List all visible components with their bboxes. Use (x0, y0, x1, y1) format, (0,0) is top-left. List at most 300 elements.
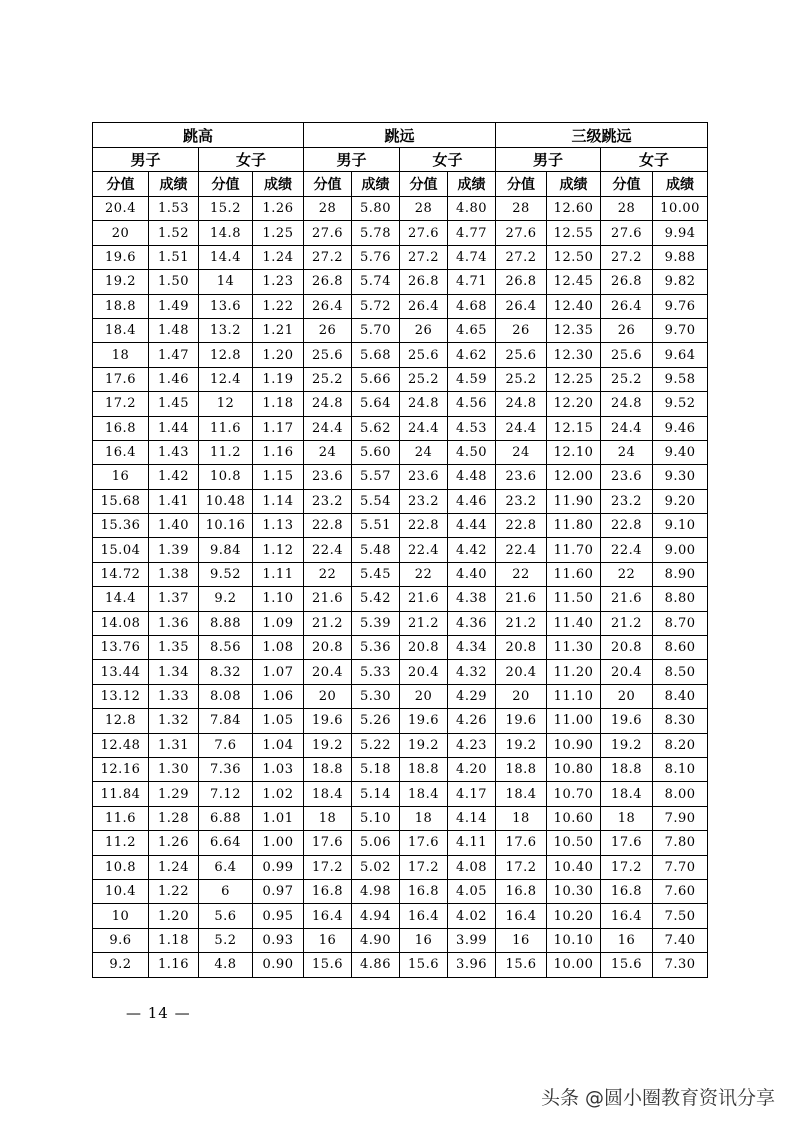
result-cell: 8.90 (653, 562, 708, 586)
score-cell: 12.8 (93, 709, 149, 733)
table-row (93, 538, 708, 562)
result-cell: 4.44 (448, 514, 496, 538)
score-cell: 24.8 (496, 392, 547, 416)
result-cell: 5.45 (352, 562, 400, 586)
result-cell: 1.03 (253, 757, 304, 781)
score-cell: 19.2 (601, 733, 653, 757)
result-cell: 4.90 (352, 928, 400, 952)
score-cell: 24 (496, 440, 547, 464)
score-cell: 17.2 (304, 855, 352, 879)
result-cell: 1.12 (253, 538, 304, 562)
score-cell: 27.2 (496, 245, 547, 269)
result-cell: 4.42 (448, 538, 496, 562)
score-cell: 17.6 (601, 831, 653, 855)
result-cell: 4.26 (448, 709, 496, 733)
result-cell: 8.40 (653, 684, 708, 708)
result-cell: 5.54 (352, 489, 400, 513)
score-cell: 11.6 (199, 416, 253, 440)
result-cell: 1.20 (253, 343, 304, 367)
table-row (93, 562, 708, 586)
score-cell: 18.4 (601, 782, 653, 806)
result-cell: 5.57 (352, 465, 400, 489)
result-cell: 1.37 (149, 587, 199, 611)
score-cell: 20.4 (601, 660, 653, 684)
result-cell: 1.34 (149, 660, 199, 684)
score-cell: 14.4 (93, 587, 149, 611)
score-cell: 19.2 (93, 270, 149, 294)
result-cell: 7.90 (653, 806, 708, 830)
result-cell: 1.47 (149, 343, 199, 367)
score-cell: 17.2 (400, 855, 448, 879)
result-cell: 1.45 (149, 392, 199, 416)
result-cell: 1.09 (253, 611, 304, 635)
score-cell: 26.4 (304, 294, 352, 318)
result-cell: 1.26 (149, 831, 199, 855)
score-cell: 22.8 (304, 514, 352, 538)
result-cell: 4.34 (448, 636, 496, 660)
score-cell: 20 (304, 684, 352, 708)
score-cell: 6.4 (199, 855, 253, 879)
score-cell: 16.4 (400, 904, 448, 928)
score-cell: 11.2 (199, 440, 253, 464)
score-cell: 26.8 (400, 270, 448, 294)
result-cell: 5.06 (352, 831, 400, 855)
score-cell: 24.4 (304, 416, 352, 440)
score-cell: 15.68 (93, 489, 149, 513)
table-row (93, 294, 708, 318)
result-cell: 1.02 (253, 782, 304, 806)
result-cell: 4.20 (448, 757, 496, 781)
score-cell: 10.4 (93, 879, 149, 903)
score-cell: 16 (93, 465, 149, 489)
result-cell: 1.22 (253, 294, 304, 318)
result-cell: 1.16 (149, 953, 199, 977)
gender-header-female: 女子 (400, 148, 496, 172)
score-cell: 17.2 (496, 855, 547, 879)
result-cell: 4.46 (448, 489, 496, 513)
result-cell: 7.40 (653, 928, 708, 952)
score-cell: 23.2 (601, 489, 653, 513)
score-cell: 14.8 (199, 221, 253, 245)
result-cell: 1.36 (149, 611, 199, 635)
result-cell: 9.82 (653, 270, 708, 294)
score-cell: 24 (601, 440, 653, 464)
event-header-high-jump: 跳高 (93, 123, 304, 148)
result-cell: 5.78 (352, 221, 400, 245)
score-cell: 15.04 (93, 538, 149, 562)
score-cell: 20 (496, 684, 547, 708)
column-header-score: 分值 (93, 172, 149, 197)
score-cell: 9.52 (199, 562, 253, 586)
result-cell: 4.02 (448, 904, 496, 928)
result-cell: 9.58 (653, 367, 708, 391)
score-cell: 23.6 (601, 465, 653, 489)
result-cell: 1.15 (253, 465, 304, 489)
result-cell: 11.90 (547, 489, 601, 513)
result-cell: 1.29 (149, 782, 199, 806)
result-cell: 5.68 (352, 343, 400, 367)
table-row (93, 440, 708, 464)
watermark: 头条 @圆小圈教育资讯分享 (540, 1087, 775, 1109)
column-header-result: 成绩 (547, 172, 601, 197)
result-cell: 1.18 (149, 928, 199, 952)
column-header-row (93, 172, 708, 197)
result-cell: 7.80 (653, 831, 708, 855)
result-cell: 1.33 (149, 684, 199, 708)
result-cell: 4.94 (352, 904, 400, 928)
table-row (93, 318, 708, 342)
score-cell: 20.8 (496, 636, 547, 660)
score-cell: 22.8 (400, 514, 448, 538)
result-cell: 1.28 (149, 806, 199, 830)
score-cell: 27.6 (601, 221, 653, 245)
gender-header-female: 女子 (199, 148, 304, 172)
score-cell: 12.8 (199, 343, 253, 367)
score-cell: 14.72 (93, 562, 149, 586)
result-cell: 4.50 (448, 440, 496, 464)
result-cell: 4.14 (448, 806, 496, 830)
score-cell: 8.08 (199, 684, 253, 708)
result-cell: 1.26 (253, 197, 304, 221)
table-row (93, 757, 708, 781)
result-cell: 4.48 (448, 465, 496, 489)
result-cell: 5.22 (352, 733, 400, 757)
score-cell: 14.4 (199, 245, 253, 269)
table-row (93, 904, 708, 928)
result-cell: 12.55 (547, 221, 601, 245)
result-cell: 1.32 (149, 709, 199, 733)
score-cell: 28 (496, 197, 547, 221)
result-cell: 10.70 (547, 782, 601, 806)
score-cell: 28 (601, 197, 653, 221)
score-cell: 16 (400, 928, 448, 952)
result-cell: 0.99 (253, 855, 304, 879)
table-row (93, 928, 708, 952)
score-cell: 8.88 (199, 611, 253, 635)
column-header-score: 分值 (199, 172, 253, 197)
result-cell: 11.20 (547, 660, 601, 684)
result-cell: 4.40 (448, 562, 496, 586)
table-row (93, 611, 708, 635)
score-cell: 16.8 (400, 879, 448, 903)
result-cell: 4.62 (448, 343, 496, 367)
result-cell: 4.80 (448, 197, 496, 221)
score-cell: 19.2 (304, 733, 352, 757)
result-cell: 1.07 (253, 660, 304, 684)
result-cell: 9.10 (653, 514, 708, 538)
score-cell: 9.2 (93, 953, 149, 977)
table-row (93, 855, 708, 879)
score-cell: 19.6 (400, 709, 448, 733)
result-cell: 1.17 (253, 416, 304, 440)
result-cell: 12.60 (547, 197, 601, 221)
score-cell: 6 (199, 879, 253, 903)
result-cell: 12.35 (547, 318, 601, 342)
score-cell: 9.2 (199, 587, 253, 611)
result-cell: 12.20 (547, 392, 601, 416)
score-cell: 26.8 (601, 270, 653, 294)
score-cell: 26 (496, 318, 547, 342)
score-cell: 25.6 (304, 343, 352, 367)
score-cell: 8.32 (199, 660, 253, 684)
score-cell: 20.8 (400, 636, 448, 660)
result-cell: 1.24 (253, 245, 304, 269)
score-cell: 27.2 (304, 245, 352, 269)
result-cell: 1.24 (149, 855, 199, 879)
result-cell: 1.35 (149, 636, 199, 660)
score-cell: 15.6 (601, 953, 653, 977)
score-cell: 25.2 (304, 367, 352, 391)
score-cell: 24 (304, 440, 352, 464)
table-row (93, 733, 708, 757)
score-cell: 16.8 (601, 879, 653, 903)
result-cell: 12.30 (547, 343, 601, 367)
result-cell: 4.74 (448, 245, 496, 269)
score-cell: 14.08 (93, 611, 149, 635)
score-cell: 16.8 (304, 879, 352, 903)
result-cell: 8.70 (653, 611, 708, 635)
score-cell: 25.2 (400, 367, 448, 391)
result-cell: 4.08 (448, 855, 496, 879)
result-cell: 4.56 (448, 392, 496, 416)
result-cell: 9.94 (653, 221, 708, 245)
event-header-long-jump: 跳远 (304, 123, 496, 148)
result-cell: 8.00 (653, 782, 708, 806)
score-cell: 15.36 (93, 514, 149, 538)
result-cell: 1.40 (149, 514, 199, 538)
score-cell: 18.8 (93, 294, 149, 318)
result-cell: 9.64 (653, 343, 708, 367)
result-cell: 4.77 (448, 221, 496, 245)
score-cell: 10.8 (93, 855, 149, 879)
result-cell: 1.50 (149, 270, 199, 294)
result-cell: 5.74 (352, 270, 400, 294)
table-row (93, 245, 708, 269)
table-row (93, 221, 708, 245)
result-cell: 1.49 (149, 294, 199, 318)
result-cell: 4.23 (448, 733, 496, 757)
result-cell: 1.08 (253, 636, 304, 660)
score-cell: 21.2 (400, 611, 448, 635)
result-cell: 5.66 (352, 367, 400, 391)
result-cell: 12.00 (547, 465, 601, 489)
score-table (92, 122, 708, 978)
score-cell: 22.4 (304, 538, 352, 562)
result-cell: 5.42 (352, 587, 400, 611)
result-cell: 4.29 (448, 684, 496, 708)
result-cell: 8.30 (653, 709, 708, 733)
result-cell: 1.11 (253, 562, 304, 586)
score-cell: 18 (93, 343, 149, 367)
column-header-score: 分值 (601, 172, 653, 197)
score-cell: 13.2 (199, 318, 253, 342)
result-cell: 1.41 (149, 489, 199, 513)
gender-header-row (93, 148, 708, 172)
score-cell: 27.6 (496, 221, 547, 245)
result-cell: 10.90 (547, 733, 601, 757)
result-cell: 5.02 (352, 855, 400, 879)
result-cell: 12.45 (547, 270, 601, 294)
result-cell: 1.13 (253, 514, 304, 538)
result-cell: 1.22 (149, 879, 199, 903)
result-cell: 4.59 (448, 367, 496, 391)
table-row (93, 709, 708, 733)
score-cell: 23.2 (496, 489, 547, 513)
result-cell: 5.14 (352, 782, 400, 806)
result-cell: 5.76 (352, 245, 400, 269)
result-cell: 1.31 (149, 733, 199, 757)
score-cell: 23.2 (304, 489, 352, 513)
result-cell: 11.70 (547, 538, 601, 562)
table-row (93, 392, 708, 416)
score-cell: 18.4 (304, 782, 352, 806)
result-cell: 5.33 (352, 660, 400, 684)
score-cell: 20.8 (601, 636, 653, 660)
score-cell: 5.6 (199, 904, 253, 928)
result-cell: 1.05 (253, 709, 304, 733)
result-cell: 12.15 (547, 416, 601, 440)
result-cell: 7.70 (653, 855, 708, 879)
table-row (93, 806, 708, 830)
column-header-result: 成绩 (253, 172, 304, 197)
score-cell: 21.6 (400, 587, 448, 611)
score-cell: 16.4 (93, 440, 149, 464)
result-cell: 3.96 (448, 953, 496, 977)
result-cell: 4.68 (448, 294, 496, 318)
score-cell: 19.6 (496, 709, 547, 733)
table-row (93, 879, 708, 903)
score-cell: 11.2 (93, 831, 149, 855)
table-row (93, 197, 708, 221)
score-cell: 22 (496, 562, 547, 586)
table-row (93, 465, 708, 489)
score-cell: 28 (400, 197, 448, 221)
result-cell: 8.20 (653, 733, 708, 757)
score-cell: 20.4 (304, 660, 352, 684)
table-row (93, 343, 708, 367)
result-cell: 4.86 (352, 953, 400, 977)
result-cell: 10.60 (547, 806, 601, 830)
score-cell: 27.2 (601, 245, 653, 269)
score-cell: 12.48 (93, 733, 149, 757)
score-cell: 4.8 (199, 953, 253, 977)
score-cell: 17.6 (496, 831, 547, 855)
score-cell: 20 (93, 221, 149, 245)
score-cell: 21.2 (601, 611, 653, 635)
score-cell: 22.4 (601, 538, 653, 562)
result-cell: 5.70 (352, 318, 400, 342)
score-cell: 5.2 (199, 928, 253, 952)
score-cell: 27.2 (400, 245, 448, 269)
score-cell: 19.6 (93, 245, 149, 269)
result-cell: 5.39 (352, 611, 400, 635)
score-cell: 11.6 (93, 806, 149, 830)
score-cell: 21.2 (304, 611, 352, 635)
score-cell: 18 (496, 806, 547, 830)
score-cell: 18.8 (400, 757, 448, 781)
score-cell: 22.8 (601, 514, 653, 538)
result-cell: 1.23 (253, 270, 304, 294)
score-cell: 25.6 (601, 343, 653, 367)
result-cell: 4.71 (448, 270, 496, 294)
result-cell: 10.40 (547, 855, 601, 879)
result-cell: 5.62 (352, 416, 400, 440)
result-cell: 5.26 (352, 709, 400, 733)
result-cell: 1.38 (149, 562, 199, 586)
score-cell: 23.6 (400, 465, 448, 489)
table-row (93, 489, 708, 513)
score-cell: 18 (304, 806, 352, 830)
result-cell: 1.30 (149, 757, 199, 781)
score-cell: 20 (601, 684, 653, 708)
result-cell: 4.38 (448, 587, 496, 611)
table-row (93, 660, 708, 684)
result-cell: 1.39 (149, 538, 199, 562)
table-row (93, 416, 708, 440)
result-cell: 5.60 (352, 440, 400, 464)
result-cell: 1.00 (253, 831, 304, 855)
result-cell: 1.06 (253, 684, 304, 708)
result-cell: 9.88 (653, 245, 708, 269)
result-cell: 11.50 (547, 587, 601, 611)
score-cell: 26.4 (496, 294, 547, 318)
score-cell: 9.6 (93, 928, 149, 952)
score-cell: 22 (304, 562, 352, 586)
score-cell: 25.6 (496, 343, 547, 367)
score-cell: 24 (400, 440, 448, 464)
result-cell: 7.30 (653, 953, 708, 977)
page-number: — 14 — (126, 1004, 191, 1022)
result-cell: 11.10 (547, 684, 601, 708)
result-cell: 1.20 (149, 904, 199, 928)
score-cell: 17.2 (93, 392, 149, 416)
result-cell: 12.50 (547, 245, 601, 269)
result-cell: 1.19 (253, 367, 304, 391)
score-cell: 23.6 (304, 465, 352, 489)
score-cell: 6.64 (199, 831, 253, 855)
score-cell: 10.48 (199, 489, 253, 513)
score-cell: 7.12 (199, 782, 253, 806)
score-cell: 24.4 (400, 416, 448, 440)
result-cell: 0.97 (253, 879, 304, 903)
result-cell: 9.40 (653, 440, 708, 464)
score-cell: 21.6 (601, 587, 653, 611)
column-header-result: 成绩 (653, 172, 708, 197)
score-cell: 15.6 (304, 953, 352, 977)
result-cell: 1.44 (149, 416, 199, 440)
score-cell: 19.6 (601, 709, 653, 733)
result-cell: 1.25 (253, 221, 304, 245)
result-cell: 1.51 (149, 245, 199, 269)
score-cell: 18.4 (496, 782, 547, 806)
result-cell: 0.90 (253, 953, 304, 977)
score-cell: 27.6 (400, 221, 448, 245)
score-cell: 15.2 (199, 197, 253, 221)
table-row (93, 367, 708, 391)
result-cell: 0.95 (253, 904, 304, 928)
table-row (93, 587, 708, 611)
result-cell: 10.30 (547, 879, 601, 903)
result-cell: 4.98 (352, 879, 400, 903)
column-header-result: 成绩 (448, 172, 496, 197)
score-cell: 17.6 (400, 831, 448, 855)
score-cell: 20.4 (93, 197, 149, 221)
score-cell: 21.6 (496, 587, 547, 611)
result-cell: 5.10 (352, 806, 400, 830)
score-cell: 24.8 (400, 392, 448, 416)
score-cell: 22.4 (400, 538, 448, 562)
table-body (93, 197, 708, 978)
